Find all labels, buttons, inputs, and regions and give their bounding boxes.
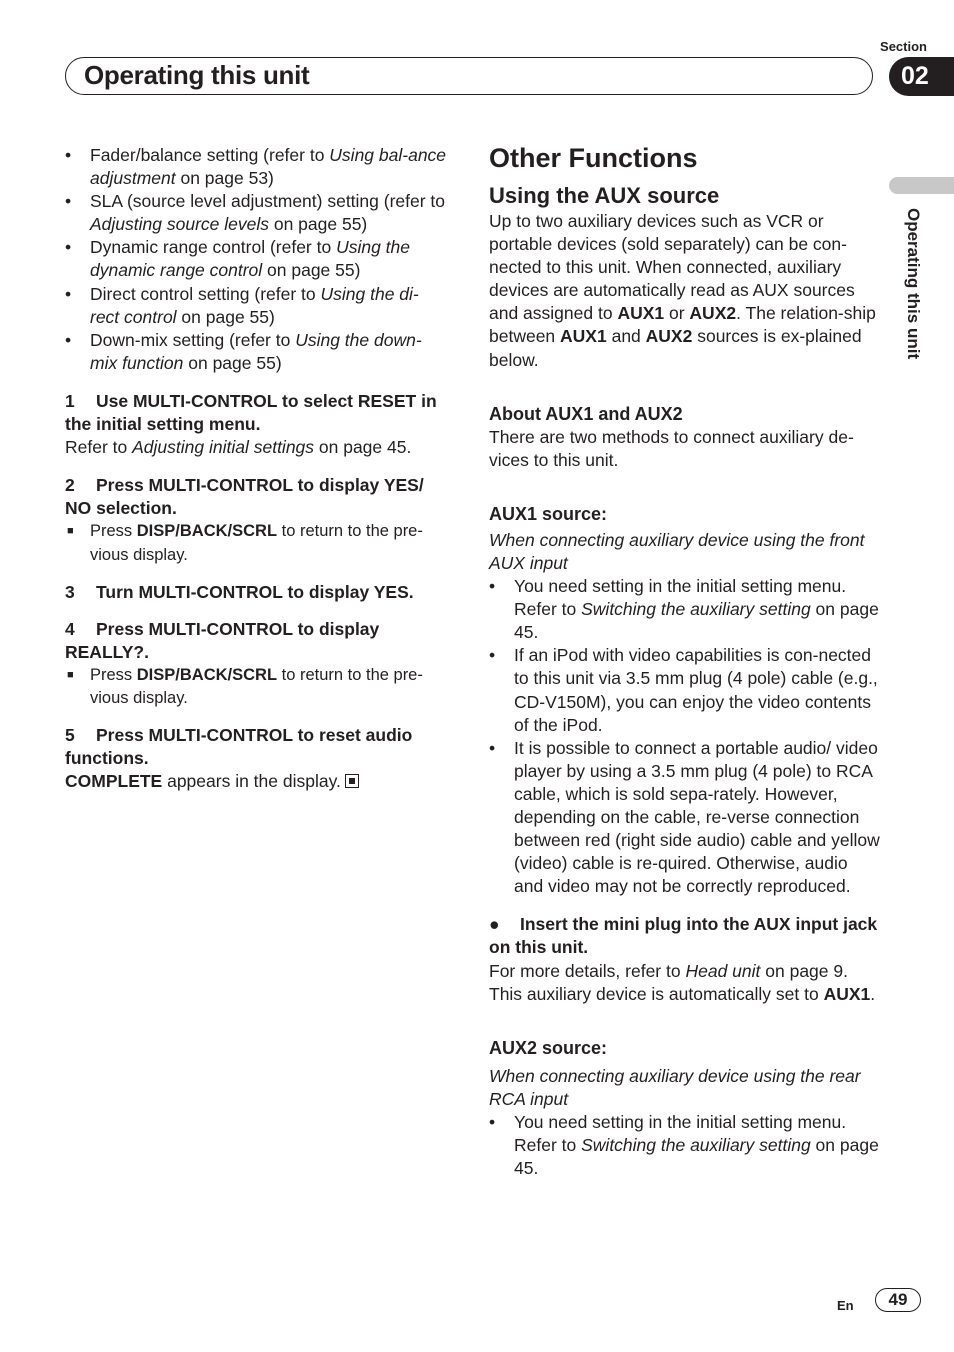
page-number: 49 [875,1288,921,1312]
list-item: • Fader/balance setting (refer to Using bal-ance adjustment on page 53) [65,145,447,189]
about-heading: About AUX1 and AUX2 [489,403,683,424]
list-item: • You need setting in the initial setting menu. Refer to Switching the auxiliary setting on page 45. [489,1111,879,1179]
about-text: There are two methods to connect auxiliary de-vices to this unit. [489,426,854,470]
step-2: 2 Press MULTI-CONTROL to display YES/ NO selection. ■ Press DISP/BACK/SCRL to return to the pre-vious display. [65,475,424,564]
subsection-heading: Using the AUX source [489,183,720,208]
intro-paragraph: Up to two auxiliary devices such as VCR or portable devices (sold separately) can be con-nected to this unit. When connected, auxiliary devices are automatically read as AUX sources and assigned to AUX1 or AUX2. The relation-ship between AUX1 and AUX2 sources is ex-plained below. [489,211,876,370]
section-heading: Other Functions [489,143,698,173]
side-tab-bar [889,177,954,194]
step-1: 1 Use MULTI-CONTROL to select RESET in the initial setting menu. Refer to Adjusting initial settings on page 45. [65,390,437,458]
insert-step: ● Insert the mini plug into the AUX input jack on this unit. For more details, refer to Head unit on page 9. This auxiliary device is automatically set to AUX1. [489,914,878,1004]
section-number-badge: 02 [889,57,954,96]
page-title: Operating this unit [84,60,310,90]
aux1-heading: AUX1 source: [489,503,608,524]
bullet-dot-icon: ● [489,914,500,935]
language-label: En [837,1298,854,1313]
aux1-subheading: When connecting auxiliary device using the front AUX input [489,529,865,573]
side-tab-label: Operating this unit [904,208,923,360]
list-item: • Dynamic range control (refer to Using the dynamic range control on page 55) [65,237,411,281]
step-3: 3 Turn MULTI-CONTROL to display YES. [65,581,414,602]
section-label: Section [880,39,927,54]
step-5: 5 Press MULTI-CONTROL to reset audio functions. COMPLETE appears in the display. [65,725,413,792]
list-item: • You need setting in the initial setting menu. Refer to Switching the auxiliary setting on page 45. [489,576,879,643]
list-item: • It is possible to connect a portable audio/ video player by using a 3.5 mm plug (4 pole) to RCA cable, which is sold sepa-rately. However, depending on the cable, re-verse connection between red (right side audio) cable and yellow (video) cable is re-quired. Otherwise, audio and video may not be correctly reproduced. [489,737,880,897]
list-item: • SLA (source level adjustment) setting (refer to Adjusting source levels on page 55) [65,191,446,235]
step-4: 4 Press MULTI-CONTROL to display REALLY?. ■ Press DISP/BACK/SCRL to return to the pre-vious display. [65,618,423,707]
left-column [65,142,447,793]
list-item: • Down-mix setting (refer to Using the down-mix function on page 55) [65,329,422,373]
list-item: • Direct control setting (refer to Using the di-rect control on page 55) [65,283,419,327]
list-item: • If an iPod with video capabilities is con-nected to this unit via 3.5 mm plug (4 pole) cable (e.g., CD-V150M), you can enjoy the video contents of the iPod. [489,645,878,735]
aux2-heading: AUX2 source: [489,1037,608,1058]
aux2-subheading: When connecting auxiliary device using the rear RCA input [489,1065,861,1109]
end-mark-icon [345,774,359,788]
right-column [489,142,881,1180]
